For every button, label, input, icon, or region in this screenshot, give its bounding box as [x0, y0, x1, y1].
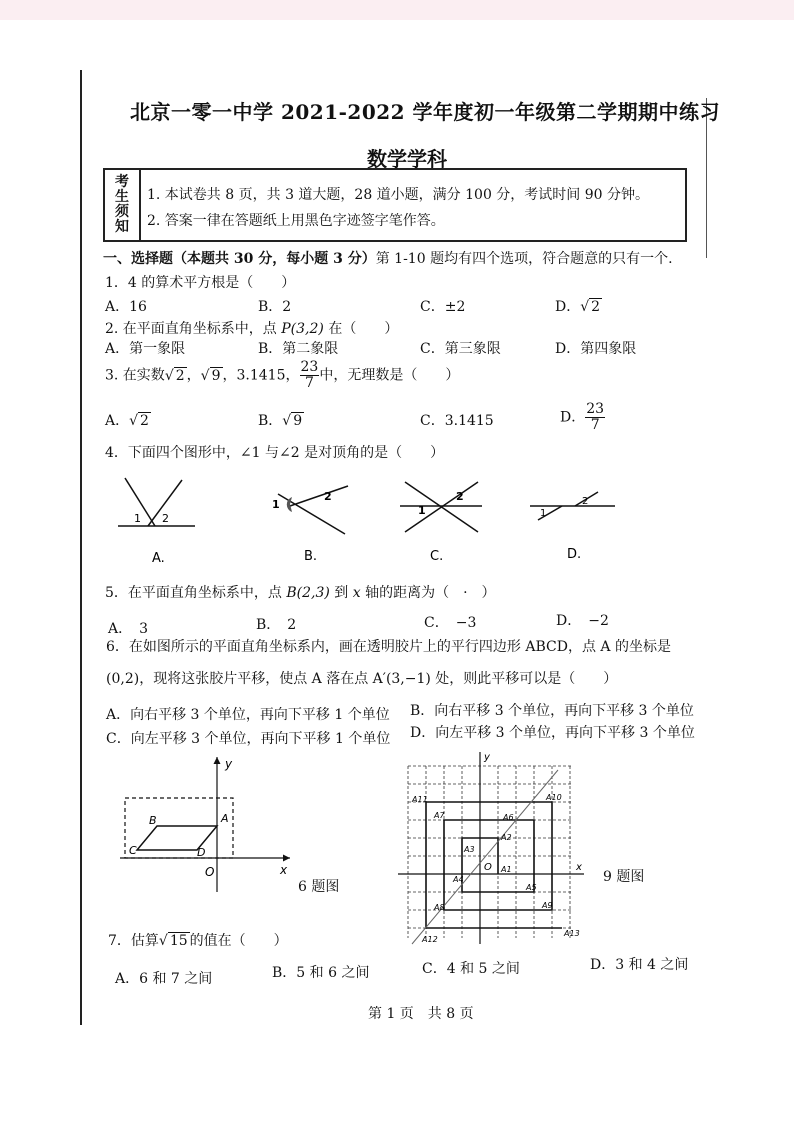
q7-radicand: 15	[169, 933, 188, 949]
q1-option-d-prefix: D．	[555, 299, 581, 315]
q3-option-b: B．√ 9	[258, 413, 303, 429]
q4-figure-a	[118, 478, 195, 526]
spiral-point-label: A2	[501, 833, 512, 842]
q5-stem-pre: 5．在平面直角坐标系中，点	[105, 585, 287, 601]
notice-label-char: 生	[115, 189, 129, 205]
q3-frac-num: 23	[300, 359, 319, 375]
notice-label-char: 知	[115, 219, 129, 235]
point-a-label: A	[221, 812, 229, 825]
notice-label-char: 须	[115, 204, 129, 220]
question-1-stem: 1．4 的算术平方根是（ ）	[105, 275, 296, 291]
left-margin-line	[80, 70, 82, 1025]
q5-option-a: A． 3	[108, 621, 149, 637]
section-title: 一、选择题（本题共 30 分，每小题 3 分）	[103, 251, 376, 267]
q7-option-b: B．5 和 6 之间	[272, 965, 370, 981]
question-5-stem	[105, 582, 496, 602]
q2-stem-post: 在（ ）	[323, 321, 399, 337]
x-axis-label: x	[280, 863, 288, 877]
q5-stem-post: 轴的距离为（ · ）	[360, 585, 496, 601]
q3-stem-post: 中，无理数是（ ）	[319, 367, 460, 384]
q1-option-c: C．±2	[420, 299, 466, 315]
spiral-point-label: A10	[546, 793, 562, 802]
q1-option-b: B．2	[258, 299, 292, 315]
angle-2-label: 2	[456, 490, 464, 503]
q6-figure-caption: 6 题图	[298, 879, 340, 895]
notice-label	[105, 170, 141, 240]
q4-figure-d	[530, 492, 615, 520]
question-4-stem: 4．下面四个图形中，∠1 与∠2 是对顶角的是（ ）	[105, 445, 445, 461]
spiral-point-label: A4	[453, 875, 464, 884]
q4-label-a: A.	[152, 551, 165, 565]
q3-option-d-num: 23	[586, 401, 605, 417]
q5-point: B(2,3)	[286, 585, 330, 601]
line	[278, 494, 345, 534]
q3-option-b-prefix: B．	[258, 413, 283, 429]
line	[290, 486, 348, 506]
spiral-point-label: A13	[564, 929, 580, 938]
question-6-line-2: (0,2)，现将这张胶片平移，使点 A 落在点 A′(3,−1) 处，则此平移可以是（ ）	[106, 671, 618, 687]
q2-option-a: A．第一象限	[105, 341, 186, 357]
spiral-point-label: A5	[526, 883, 537, 892]
spiral-point-label: A11	[412, 795, 428, 804]
point-d-label: D	[197, 846, 206, 859]
q6-option-c: C．向左平移 3 个单位，再向下平移 1 个单位	[106, 731, 391, 747]
q3-option-a-prefix: A．	[105, 413, 130, 429]
candidate-notice-box	[103, 168, 687, 242]
point-labels	[411, 793, 580, 944]
angle-2-label: 2	[162, 512, 169, 525]
q3-stem-pre: 3. 在实数	[105, 367, 165, 384]
q5-option-c: C． −3	[424, 615, 477, 631]
q7-option-d: D．3 和 4 之间	[590, 957, 689, 973]
y-axis-label: y	[484, 752, 490, 763]
q3-radicand-2: 9	[211, 367, 221, 384]
q3-sep-2: ，3.1415，	[222, 367, 300, 384]
q2-stem-pre: 2. 在平面直角坐标系中，点	[105, 321, 282, 337]
angle-1-label: 1	[418, 504, 426, 517]
diagonal-line	[412, 770, 558, 944]
spiral-point-label: A8	[434, 903, 445, 912]
spiral-point-label: A12	[422, 935, 438, 944]
origin-label: O	[205, 865, 215, 879]
question-3-stem: 3. 在实数√ 2 ，√ 9 ，3.1415， $\frac{23}{7}$ 中，无理数是（ ）	[105, 359, 460, 391]
x-axis-label: x	[576, 862, 582, 873]
q4-label-d: D.	[567, 547, 582, 562]
q2-point: P(3,2)	[281, 321, 324, 337]
q4-figure-b	[272, 486, 348, 534]
q4-label-c: C.	[430, 549, 444, 564]
spiral-point-label: A1	[501, 865, 512, 874]
notice-line-1: 1. 本试卷共 8 页，共 3 道大题，28 道小题，满分 100 分，考试时间 90 分钟。	[147, 187, 650, 203]
q3-option-d	[560, 402, 605, 433]
angle-2-label: 2	[324, 490, 332, 503]
q6-option-d: D．向左平移 3 个单位，再向下平移 3 个单位	[410, 725, 695, 741]
scan-top-band	[0, 0, 794, 20]
angle-1-label: 1	[540, 508, 547, 519]
q3-option-c: C．3.1415	[420, 413, 494, 429]
angle-1-label: 1	[272, 498, 280, 511]
q6-option-b: B．向右平移 3 个单位，再向下平移 3 个单位	[410, 703, 694, 719]
q3-option-d-fraction	[585, 402, 605, 433]
point-c-label: C	[129, 844, 137, 857]
exam-title: 北京一零一中学 2021-2022 学年度初一年级第二学期期中练习	[130, 100, 721, 124]
q3-sep-1: ，	[186, 367, 201, 384]
angle-2-label: 2	[582, 496, 589, 507]
origin-label: O	[484, 862, 492, 873]
q3-fraction	[300, 360, 320, 391]
q7-stem-pre: 7．估算	[108, 933, 159, 949]
q4-figure-c	[400, 482, 482, 532]
q3-option-b-radicand: 9	[293, 413, 303, 429]
q7-option-c: C．4 和 5 之间	[422, 961, 520, 977]
grid-lines	[408, 766, 572, 938]
q4-label-b: B.	[304, 549, 318, 564]
q7-stem-post: 的值在（ ）	[189, 933, 288, 949]
angle-1-label: 1	[134, 512, 141, 525]
notice-label-char: 考	[115, 174, 129, 190]
q1-option-d: D．√ 2	[555, 299, 601, 315]
q1-option-d-radicand: 2	[591, 299, 601, 315]
q3-option-a-radicand: 2	[140, 413, 149, 429]
q9-figure-caption: 9 题图	[603, 869, 645, 885]
y-axis-label: y	[225, 757, 233, 771]
question-2-stem	[105, 318, 398, 338]
page-footer: 第 1 页 共 8 页	[368, 1006, 474, 1022]
q2-option-d: D．第四象限	[555, 341, 637, 357]
q2-option-c: C．第三象限	[420, 341, 501, 357]
q3-radicand-1: 2	[175, 367, 185, 384]
q5-option-b: B． 2	[256, 617, 297, 633]
q7-option-a: A．6 和 7 之间	[115, 971, 213, 987]
question-6-line-1: 6．在如图所示的平面直角坐标系内，画在透明胶片上的平行四边形 ABCD，点 A 的坐标是	[106, 639, 671, 655]
exam-subject: 数学学科	[367, 147, 447, 171]
q3-option-d-prefix: D．	[560, 409, 586, 426]
q2-option-b: B．第二象限	[258, 341, 339, 357]
q1-option-a: A．16	[105, 299, 147, 315]
spiral-point-label: A3	[464, 845, 475, 854]
section-heading	[103, 248, 673, 268]
notice-line-2: 2. 答案一律在答题纸上用黑色字迹签字笔作答。	[147, 213, 445, 229]
q3-option-a: A．√ 2	[105, 413, 149, 429]
q3-option-d-den: 7	[590, 417, 600, 433]
point-b-label: B	[149, 814, 157, 827]
q4-angle-figures	[100, 470, 700, 565]
spiral-point-label: A9	[542, 901, 553, 910]
spiral-point-label: A6	[503, 813, 514, 822]
q5-axis: x	[352, 585, 361, 601]
q5-stem-mid: 到	[329, 585, 353, 601]
q9-figure	[398, 748, 598, 948]
question-7-stem: 7．估算√ 15 的值在（ ）	[108, 933, 288, 949]
q3-frac-den: 7	[304, 375, 314, 391]
spiral-point-label: A7	[434, 811, 445, 820]
section-note: 第 1-10 题均有四个选项，符合题意的只有一个.	[375, 251, 673, 267]
q6-option-a: A．向右平移 3 个单位，再向下平移 1 个单位	[106, 707, 390, 723]
q5-option-d: D． −2	[556, 613, 609, 629]
